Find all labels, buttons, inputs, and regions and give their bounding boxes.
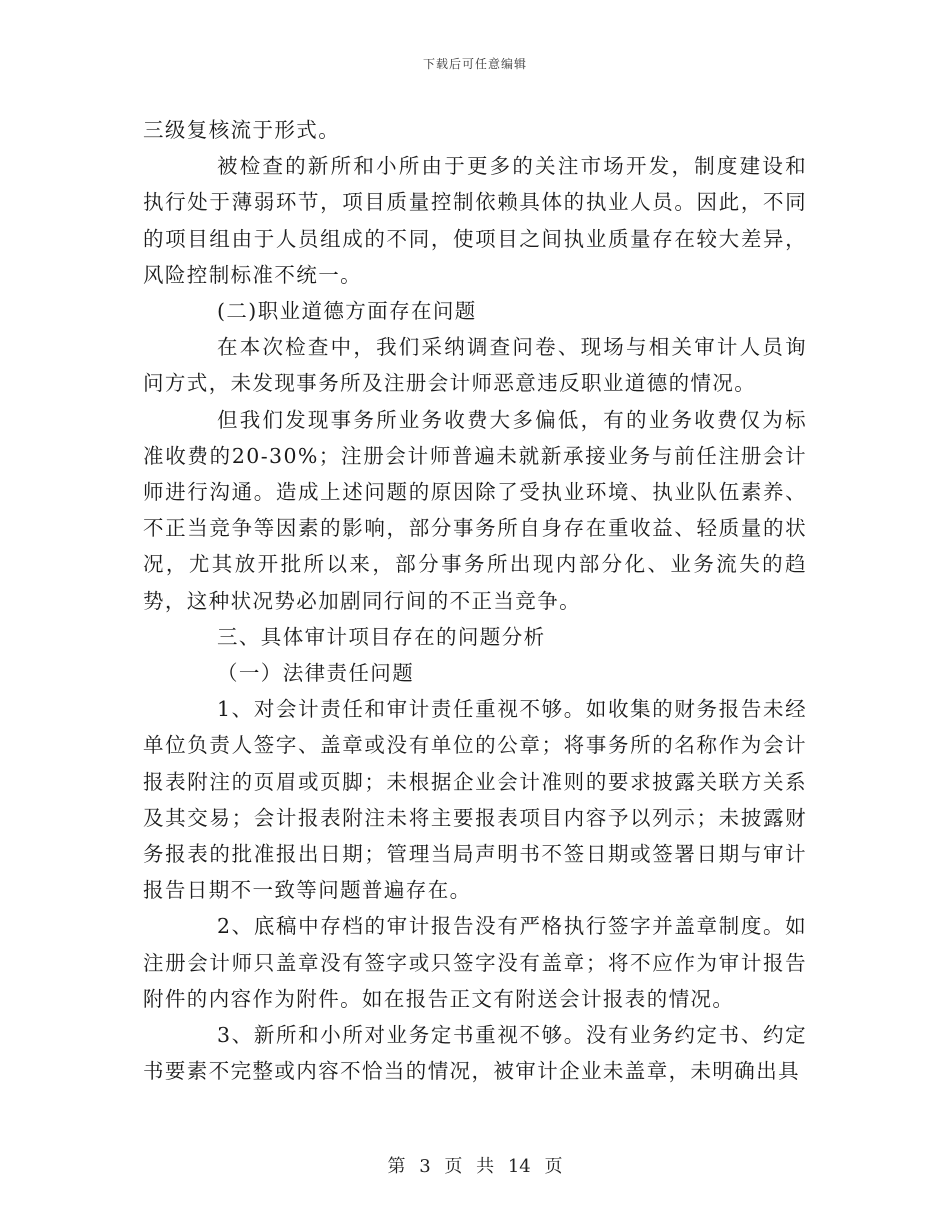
paragraph: 但我们发现事务所业务收费大多偏低，有的业务收费仅为标准收费的20-30%；注册会计师普遍未就新承接业务与前任注册会计师进行沟通。造成上述问题的原因除了受执业环境、执业队伍素养、不正当竞争等因素的影响，部分事务所自身存在重收益、轻质量的状况，尤其放开批所以来，部分事务所出现内部分化、业务流失的趋势，这种状况势必加剧同行间的不正当竞争。 bbox=[143, 407, 807, 613]
paragraph: 被检查的新所和小所由于更多的关注市场开发，制度建设和执行处于薄弱环节，项目质量控制依赖具体的执业人员。因此，不同的项目组由于人员组成的不同，使项目之间执业质量存在较大差异，风险控制标准不统一。 bbox=[143, 154, 807, 287]
section-heading: (二)职业道德方面存在问题 bbox=[217, 299, 477, 324]
section-heading: 三、具体审计项目存在的问题分析 bbox=[217, 624, 546, 649]
paragraph: 2、底稿中存档的审计报告没有严格执行签字并盖章制度。如注册会计师只盖章没有签字或只签字没有盖章；将不应作为审计报告附件的内容作为附件。如在报告正文有附送会计报表的情况。 bbox=[143, 914, 807, 1011]
paragraph: 三级复核流于形式。 bbox=[143, 118, 341, 142]
paragraph: 3、新所和小所对业务定书重视不够。没有业务约定书、约定书要素不完整或内容不恰当的情况，被审计企业未盖章，未明确出具 bbox=[143, 1023, 807, 1084]
page-number: 第 3 页 共 14 页 bbox=[387, 1156, 563, 1177]
paragraph: 1、对会计责任和审计责任重视不够。如收集的财务报告未经单位负责人签字、盖章或没有单位的公章；将事务所的名称作为会计报表附注的页眉或页脚；未根据企业会计准则的要求披露关联方关系及其交易；会计报表附注未将主要报表项目内容予以列示；未披露财务报表的批准报出日期；管理当局声明书不签日期或签署日期与审计报告日期不一致等问题普遍存在。 bbox=[143, 697, 807, 903]
document-body bbox=[143, 112, 807, 1089]
page-header: 下载后可任意编辑 bbox=[422, 57, 527, 71]
section-heading: （一）法律责任问题 bbox=[217, 661, 415, 686]
paragraph: 在本次检查中，我们采纳调查问卷、现场与相关审计人员询问方式，未发现事务所及注册会计师恶意违反职业道德的情况。 bbox=[143, 335, 807, 396]
